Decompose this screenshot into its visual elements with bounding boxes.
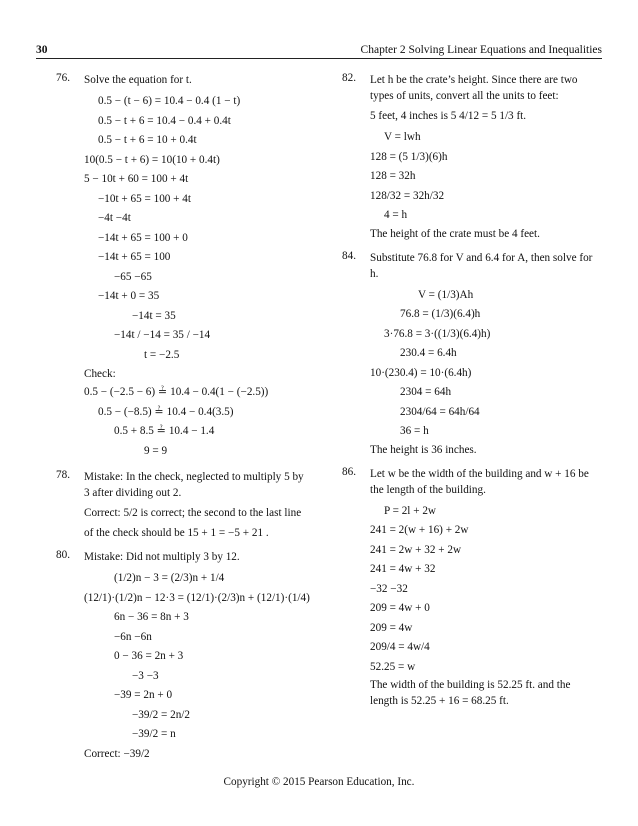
equation-line: −6n −6n	[114, 630, 152, 643]
equation-line: V = lwh	[384, 131, 421, 143]
equation-line: 241 = 4w + 32	[370, 563, 436, 575]
equation-line: 10·(230.4) = 10·(6.4h)	[370, 366, 472, 379]
conclusion: The width of the building is 52.25 ft. and the length is 52.25 + 16 = 68.25 ft.	[370, 679, 571, 707]
equation-line: 2304 = 64h	[400, 386, 452, 398]
equation-line: 241 = 2(w + 16) + 2w	[370, 524, 469, 536]
page-header	[36, 44, 602, 59]
equation-line: 209 = 4w	[370, 621, 413, 634]
problem-text: Substitute 76.8 for V and 6.4 for A, then solve for h.	[370, 251, 593, 280]
copyright-footer: Copyright © 2015 Pearson Education, Inc.	[223, 776, 415, 788]
equation-line: −14t = 35	[132, 309, 176, 322]
equation-line: 230.4 = 6.4h	[400, 347, 457, 359]
equation-line: (1/2)n − 3 = (2/3)n + 1/4	[114, 572, 225, 584]
equation-line: 4 = h	[384, 209, 408, 221]
equation-line: −65 −65	[114, 270, 152, 283]
check-line: 0.5 − (−2.5 − 6) ≟ 10.4 − 0.4(1 − (−2.5))	[84, 386, 269, 398]
equation-line: 10(0.5 − t + 6) = 10(10 + 0.4t)	[84, 153, 220, 166]
equation-line: 0 − 36 = 2n + 3	[114, 650, 184, 662]
conclusion: The height is 36 inches.	[370, 443, 477, 456]
problem-76	[58, 72, 308, 461]
problem-82	[344, 72, 594, 242]
equation-line: −39/2 = n	[132, 728, 176, 740]
equation-line: 128 = (5 1/3)(6)h	[370, 150, 448, 163]
chapter-title: Chapter 2 Solving Linear Equations and Inequalities	[360, 44, 602, 56]
equation-line: 36 = h	[400, 425, 429, 437]
check-line: 0.5 + 8.5 ≟ 10.4 − 1.4	[114, 425, 215, 437]
left-column	[58, 72, 308, 772]
problem-text: Let h be the crate’s height. Since there are two types of units, convert all the units to feet:	[370, 74, 578, 102]
equation-line: 2304/64 = 64h/64	[400, 405, 480, 418]
equation-line: −14t + 0 = 35	[98, 290, 160, 302]
equation-line: −32 −32	[370, 582, 408, 595]
equation-line: 6n − 36 = 8n + 3	[114, 611, 189, 623]
problem-number: 84.	[342, 249, 356, 262]
equation-line: 209/4 = 4w/4	[370, 641, 430, 653]
equation-line: 128 = 32h	[370, 170, 416, 182]
equation-line: t = −2.5	[144, 348, 180, 361]
equation-line: −4t −4t	[98, 212, 131, 224]
equation-line: 3·76.8 = 3·((1/3)(6.4)h)	[384, 327, 491, 340]
equation-line: 209 = 4w + 0	[370, 602, 430, 614]
equation-line: −3 −3	[132, 669, 159, 682]
check-line: 0.5 − (−8.5) ≟ 10.4 − 0.4(3.5)	[98, 405, 234, 418]
equation-line: 0.5 − t + 6 = 10 + 0.4t	[98, 134, 197, 146]
problem-number: 78.	[56, 469, 70, 481]
problem-number: 80.	[56, 549, 70, 561]
correct-text: Correct: 5/2 is correct; the second to the last line	[84, 507, 302, 519]
equation-line: 76.8 = (1/3)(6.4)h	[400, 308, 481, 320]
equation-line: 241 = 2w + 32 + 2w	[370, 543, 462, 556]
equation-line: −14t + 65 = 100 + 0	[98, 231, 188, 244]
problem-80	[58, 549, 308, 764]
equation-line: 128/32 = 32h/32	[370, 189, 445, 202]
equation-line: −39 = 2n + 0	[114, 689, 173, 701]
mistake-text: Mistake: In the check, neglected to multiply 5 by 3 after dividing out 2.	[84, 471, 304, 499]
problem-text: Let w be the width of the building and w + 16 be the length of the building.	[370, 467, 589, 496]
problem-84	[344, 250, 594, 458]
problem-number: 86.	[342, 465, 356, 478]
conclusion: The height of the crate must be 4 feet.	[370, 227, 540, 240]
check-line: 9 = 9	[144, 444, 168, 457]
equation-line: 52.25 = w	[370, 660, 416, 673]
problem-number: 76.	[56, 72, 70, 84]
equation-line: P = 2l + 2w	[384, 504, 436, 517]
check-label: Check:	[84, 368, 116, 380]
equation-line: 0.5 − (t − 6) = 10.4 − 0.4 (1 − t)	[98, 95, 241, 107]
unit-conversion: 5 feet, 4 inches is 5 4/12 = 5 1/3 ft.	[370, 110, 527, 122]
equation-line: −10t + 65 = 100 + 4t	[98, 192, 191, 205]
equation-line: V = (1/3)Ah	[418, 288, 474, 301]
equation-line: 0.5 − t + 6 = 10.4 − 0.4 + 0.4t	[98, 114, 231, 127]
correct-answer: Correct: −39/2	[84, 747, 150, 760]
equation-line: −39/2 = 2n/2	[132, 708, 190, 721]
problem-intro: Solve the equation for t.	[84, 74, 192, 86]
equation-line: 5 − 10t + 60 = 100 + 4t	[84, 173, 189, 185]
problem-86	[344, 466, 594, 710]
mistake-text: Mistake: Did not multiply 3 by 12.	[84, 551, 240, 563]
correct-text-continued: of the check should be 15 + 1 = −5 + 21 .	[84, 527, 269, 539]
page-number: 30	[36, 44, 48, 56]
equation-line: −14t / −14 = 35 / −14	[114, 329, 211, 341]
problem-number: 82.	[342, 72, 356, 84]
problem-78	[58, 469, 308, 541]
equation-line: −14t + 65 = 100	[98, 251, 171, 263]
equation-line: (12/1)·(1/2)n − 12·3 = (12/1)·(2/3)n + (12/1)·(1/4)	[84, 591, 310, 604]
right-column	[344, 72, 594, 717]
